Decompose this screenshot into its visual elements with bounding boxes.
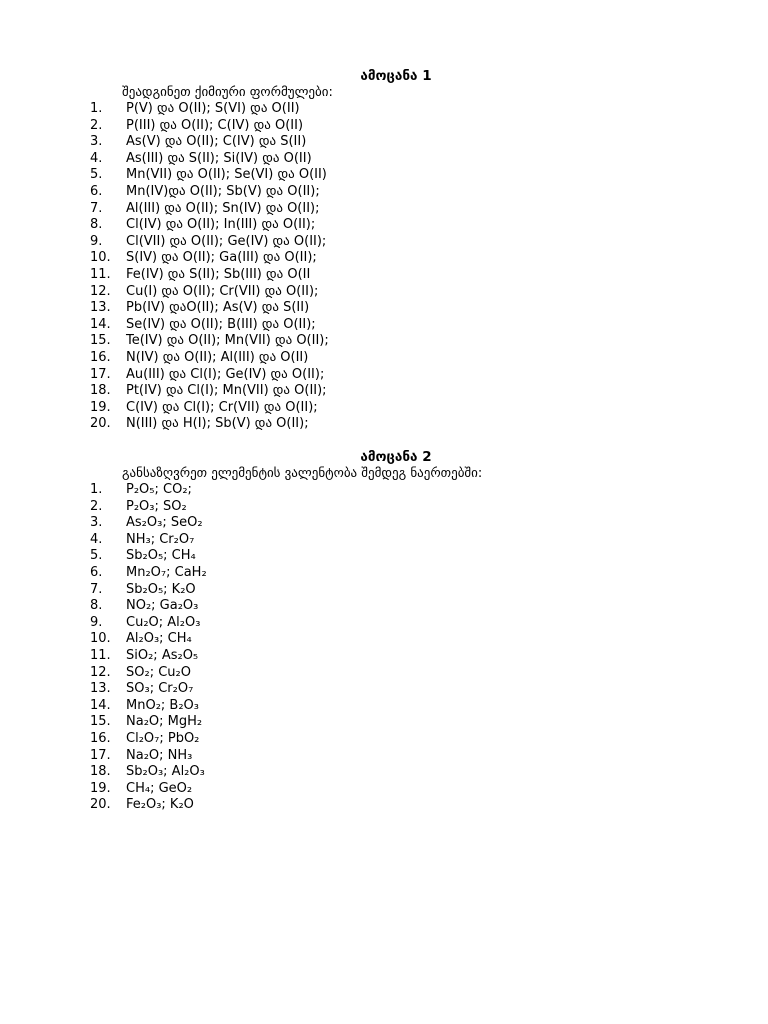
item-text: Cl₂O₇; PbO₂ [126, 730, 200, 746]
item-text: Mn₂O₇; CaH₂ [126, 564, 207, 580]
list-item [0, 217, 768, 234]
item-number: 7. [90, 200, 103, 216]
task-2-instruction: განსაზღვრეთ ელემენტის ვალენტობა შემდეგ ნაერთებში: [122, 466, 483, 481]
list-item [0, 648, 768, 665]
list-item [0, 565, 768, 582]
item-text: Cl(VII) და O(II); Ge(IV) და O(II); [126, 233, 327, 249]
list-item [0, 118, 768, 135]
list-item [0, 482, 768, 499]
item-text: CH₄; GeO₂ [126, 780, 193, 796]
item-number: 2. [90, 498, 103, 514]
item-number: 10. [90, 250, 111, 266]
list-item [0, 548, 768, 565]
list-item [0, 499, 768, 516]
list-item [0, 781, 768, 798]
item-text: N(IV) და O(II); Al(III) და O(II) [126, 349, 309, 365]
item-number: 15. [90, 333, 111, 349]
item-text: SiO₂; As₂O₅ [126, 647, 199, 663]
list-item [0, 284, 768, 301]
item-number: 4. [90, 531, 103, 547]
item-text: Pt(IV) და Cl(I); Mn(VII) და O(II); [126, 383, 327, 399]
list-item [0, 582, 768, 599]
item-number: 20. [90, 797, 111, 813]
item-text: Sb₂O₃; Al₂O₃ [126, 764, 205, 780]
list-item [0, 250, 768, 267]
list-item [0, 665, 768, 682]
item-text: Pb(IV) დაO(II); As(V) და S(II) [126, 300, 310, 316]
item-text: Na₂O; MgH₂ [126, 714, 203, 730]
item-number: 3. [90, 515, 103, 531]
list-item [0, 300, 768, 317]
item-number: 9. [90, 614, 103, 630]
list-item [0, 350, 768, 367]
item-text: Se(IV) და O(II); B(III) და O(II); [126, 316, 316, 332]
item-number: 12. [90, 664, 111, 680]
item-number: 10. [90, 631, 111, 647]
item-number: 14. [90, 697, 111, 713]
item-number: 1. [90, 101, 103, 116]
item-text: SO₂; Cu₂O [126, 664, 191, 680]
list-item [0, 515, 768, 532]
item-text: C(IV) და Cl(I); Cr(VII) და O(II); [126, 399, 318, 415]
item-text: P₂O₅; CO₂; [126, 482, 192, 497]
item-text: Mn(IV)და O(II); Sb(V) და O(II); [126, 183, 320, 199]
list-item [0, 416, 768, 433]
item-text: P(III) და O(II); C(IV) და O(II) [126, 117, 304, 133]
item-text: Fe(IV) და S(II); Sb(III) და O(II [126, 266, 311, 282]
task-2-title: ამოცანა 2 [360, 449, 432, 465]
list-item [0, 167, 768, 184]
list-item [0, 383, 768, 400]
list-item [0, 134, 768, 151]
list-item [0, 615, 768, 632]
list-item [0, 333, 768, 350]
item-number: 19. [90, 399, 111, 415]
item-text: Na₂O; NH₃ [126, 747, 193, 763]
item-number: 7. [90, 581, 103, 597]
item-text: N(III) და H(I); Sb(V) და O(II); [126, 416, 309, 432]
task-2-section [0, 449, 768, 814]
list-item [0, 748, 768, 765]
list-item [0, 201, 768, 218]
list-item [0, 267, 768, 284]
list-item [0, 151, 768, 168]
item-number: 18. [90, 383, 111, 399]
item-text: Cl(IV) და O(II); In(III) და O(II); [126, 217, 316, 233]
item-number: 4. [90, 150, 103, 166]
item-text: Al(III) და O(II); Sn(IV) და O(II); [126, 200, 320, 216]
item-number: 16. [90, 730, 111, 746]
list-item [0, 764, 768, 781]
item-text: Sb₂O₅; K₂O [126, 581, 196, 597]
item-number: 2. [90, 117, 103, 133]
item-number: 17. [90, 366, 111, 382]
item-text: P(V) და O(II); S(VI) და O(II) [126, 101, 300, 116]
item-number: 12. [90, 283, 111, 299]
item-text: Te(IV) და O(II); Mn(VII) და O(II); [126, 333, 329, 349]
item-text: P₂O₃; SO₂ [126, 498, 187, 514]
list-item [0, 797, 768, 814]
list-item [0, 317, 768, 334]
item-text: Au(III) და Cl(I); Ge(IV) და O(II); [126, 366, 325, 382]
item-text: S(IV) და O(II); Ga(III) და O(II); [126, 250, 317, 266]
task-1-section [0, 68, 768, 433]
item-number: 11. [90, 647, 111, 663]
list-item [0, 698, 768, 715]
list-item [0, 367, 768, 384]
item-number: 8. [90, 598, 103, 614]
task-1-list [0, 101, 768, 433]
item-text: As(III) და S(II); Si(IV) და O(II) [126, 150, 312, 166]
item-text: Cu(I) და O(II); Cr(VII) და O(II); [126, 283, 319, 299]
item-number: 15. [90, 714, 111, 730]
item-number: 6. [90, 564, 103, 580]
list-item [0, 731, 768, 748]
item-number: 3. [90, 134, 103, 150]
list-item [0, 598, 768, 615]
item-number: 6. [90, 183, 103, 199]
item-number: 17. [90, 747, 111, 763]
list-item [0, 681, 768, 698]
item-text: Al₂O₃; CH₄ [126, 631, 192, 647]
item-number: 1. [90, 482, 103, 497]
item-text: Mn(VII) და O(II); Se(VI) და O(II) [126, 167, 327, 183]
item-number: 18. [90, 764, 111, 780]
item-text: Cu₂O; Al₂O₃ [126, 614, 201, 630]
list-item [0, 184, 768, 201]
item-text: SO₃; Cr₂O₇ [126, 681, 194, 697]
list-item [0, 714, 768, 731]
item-number: 13. [90, 681, 111, 697]
item-text: MnO₂; B₂O₃ [126, 697, 199, 713]
task-1-instruction: შეადგინეთ ქიმიური ფორმულები: [122, 85, 333, 100]
item-number: 9. [90, 233, 103, 249]
item-text: As₂O₃; SeO₂ [126, 515, 203, 531]
item-number: 5. [90, 167, 103, 183]
item-number: 13. [90, 300, 111, 316]
item-text: NO₂; Ga₂O₃ [126, 598, 199, 614]
item-number: 8. [90, 217, 103, 233]
item-number: 20. [90, 416, 111, 432]
item-text: As(V) და O(II); C(IV) და S(II) [126, 134, 307, 150]
list-item [0, 400, 768, 417]
item-text: NH₃; Cr₂O₇ [126, 531, 195, 547]
list-item [0, 101, 768, 118]
item-number: 14. [90, 316, 111, 332]
list-item [0, 532, 768, 549]
list-item [0, 631, 768, 648]
item-number: 11. [90, 266, 111, 282]
item-number: 5. [90, 548, 103, 564]
task-1-title: ამოცანა 1 [360, 68, 432, 84]
item-number: 19. [90, 780, 111, 796]
item-text: Fe₂O₃; K₂O [126, 797, 194, 813]
item-number: 16. [90, 349, 111, 365]
task-2-list [0, 482, 768, 814]
item-text: Sb₂O₅; CH₄ [126, 548, 196, 564]
list-item [0, 234, 768, 251]
